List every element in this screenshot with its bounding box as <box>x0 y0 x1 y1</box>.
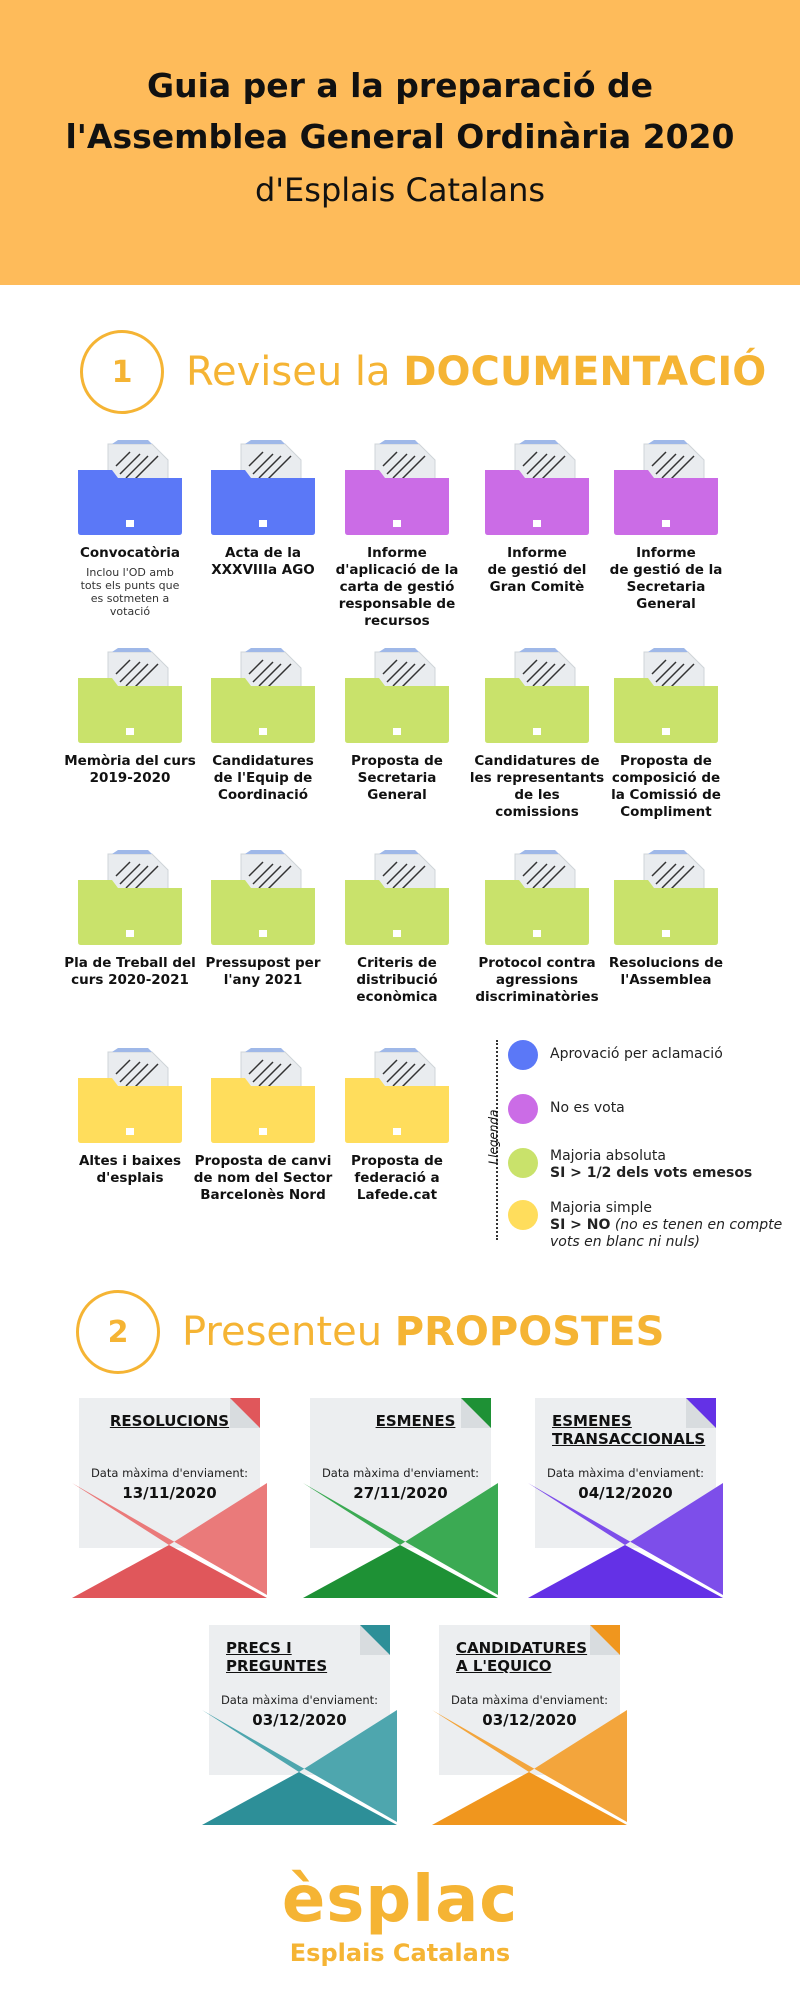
section1-number: 1 <box>80 330 164 414</box>
legend-text: No es vota <box>550 1100 625 1116</box>
document-label: Memòria del curs 2019-2020 <box>64 753 196 786</box>
legend <box>486 1040 796 1250</box>
document-label: Proposta de federació a Lafede.cat <box>351 1153 443 1203</box>
legend-item <box>508 1200 796 1251</box>
legend-color-dot <box>508 1200 538 1230</box>
folder-icon <box>485 850 589 945</box>
folder-icon <box>211 850 315 945</box>
folder-icon <box>614 850 718 945</box>
section2-title-bold: PROPOSTES <box>394 1309 665 1355</box>
document-item <box>60 648 200 787</box>
legend-text: Majoria simple SI > NO (no es tenen en compte vots en blanc ni nuls) <box>550 1200 783 1250</box>
section2-number: 2 <box>76 1290 160 1374</box>
deadline-date: 13/11/2020 <box>122 1484 217 1502</box>
proposal-envelope <box>202 1625 397 1825</box>
document-item <box>327 648 467 804</box>
folder-icon <box>211 1048 315 1143</box>
proposal-title: ESMENES TRANSACCIONALS <box>552 1412 706 1448</box>
document-item <box>193 850 333 989</box>
document-label: Informe d'aplicació de la carta de gestió responsable de recursos <box>335 545 459 629</box>
deadline-date: 27/11/2020 <box>353 1484 448 1502</box>
document-item <box>327 850 467 1006</box>
page-title-line2: l'Assemblea General Ordinària 2020 <box>65 117 735 156</box>
section2-title-light: Presenteu <box>182 1309 395 1355</box>
folder-icon <box>345 440 449 535</box>
legend-item <box>508 1094 625 1124</box>
document-note: Inclou l'OD amb tots els punts que es sotmeten a votació <box>80 566 180 618</box>
document-label: Proposta de Secretaria General <box>351 753 443 803</box>
folder-icon <box>345 850 449 945</box>
document-label: Informe de gestió del Gran Comitè <box>487 545 587 595</box>
esplac-logo <box>0 1865 800 1967</box>
document-item <box>467 648 607 821</box>
legend-text: Majoria absoluta SI > 1/2 dels vots emesos <box>550 1148 753 1181</box>
section1-heading <box>80 330 766 414</box>
document-item <box>467 850 607 1006</box>
folder-icon <box>345 1048 449 1143</box>
folder-icon <box>211 440 315 535</box>
folder-icon <box>211 648 315 743</box>
document-label: Pla de Treball del curs 2020-2021 <box>64 955 196 988</box>
legend-item <box>508 1148 752 1182</box>
proposal-title: RESOLUCIONS <box>109 1412 230 1430</box>
legend-color-dot <box>508 1040 538 1070</box>
proposal-envelope <box>303 1398 498 1598</box>
page-subtitle: d'Esplais Catalans <box>254 171 546 209</box>
document-item <box>467 440 607 596</box>
document-label: Resolucions de l'Assemblea <box>608 955 724 988</box>
document-label: Convocatòria <box>79 545 181 561</box>
section1-title-bold: DOCUMENTACIÓ <box>403 349 767 395</box>
folder-icon <box>614 440 718 535</box>
legend-text: Aprovació per aclamació <box>550 1046 723 1062</box>
document-item <box>596 440 736 613</box>
document-item <box>193 440 333 579</box>
section1-title-light: Reviseu la <box>186 349 404 395</box>
folder-icon <box>78 648 182 743</box>
deadline-label: Data màxima d'enviament: <box>90 1466 249 1480</box>
document-label: Altes i baixes d'esplais <box>78 1153 182 1186</box>
folder-icon <box>485 648 589 743</box>
proposal-title: CANDIDATURES A L'EQUICO <box>456 1639 588 1675</box>
section2-title <box>182 1309 664 1355</box>
document-item <box>193 1048 333 1204</box>
document-label: Proposta de composició de la Comissió de Compliment <box>611 753 721 820</box>
deadline-label: Data màxima d'enviament: <box>220 1693 379 1707</box>
logo-subtitle: Esplais Catalans <box>289 1939 511 1967</box>
proposal-title: PRECS I PREGUNTES <box>226 1639 328 1675</box>
document-label: Acta de la XXXVIIIa AGO <box>211 545 315 578</box>
document-label: Protocol contra agressions discriminatòries <box>475 955 599 1005</box>
document-label: Pressupost per l'any 2021 <box>205 955 321 988</box>
document-item <box>60 850 200 989</box>
document-label: Candidatures de l'Equip de Coordinació <box>212 753 314 803</box>
document-label: Proposta de canvi de nom del Sector Barcelonès Nord <box>193 1153 333 1203</box>
folder-icon <box>485 440 589 535</box>
document-item <box>596 850 736 989</box>
document-item <box>60 440 200 618</box>
folder-icon <box>78 850 182 945</box>
header-banner <box>0 0 800 285</box>
folder-icon <box>78 1048 182 1143</box>
deadline-date: 03/12/2020 <box>482 1711 577 1729</box>
folder-icon <box>78 440 182 535</box>
proposal-title: ESMENES <box>375 1412 456 1430</box>
deadline-label: Data màxima d'enviament: <box>321 1466 480 1480</box>
document-label: Criteris de distribució econòmica <box>356 955 438 1005</box>
deadline-label: Data màxima d'enviament: <box>450 1693 609 1707</box>
document-item <box>327 440 467 630</box>
proposal-envelope <box>528 1398 723 1598</box>
proposal-envelope <box>72 1398 267 1598</box>
legend-item <box>508 1040 723 1070</box>
document-item <box>60 1048 200 1187</box>
folder-icon <box>614 648 718 743</box>
folder-icon <box>345 648 449 743</box>
legend-color-dot <box>508 1148 538 1178</box>
section2-heading <box>76 1290 664 1374</box>
section1-title <box>186 349 766 395</box>
legend-color-dot <box>508 1094 538 1124</box>
legend-title: Llegenda <box>486 1109 501 1165</box>
proposal-envelope <box>432 1625 627 1825</box>
document-item <box>596 648 736 821</box>
logo-brand: èsplac <box>281 1863 519 1937</box>
document-item <box>193 648 333 804</box>
deadline-date: 04/12/2020 <box>578 1484 673 1502</box>
page-title-line1: Guia per a la preparació de <box>147 66 653 105</box>
document-item <box>327 1048 467 1204</box>
deadline-label: Data màxima d'enviament: <box>546 1466 705 1480</box>
deadline-date: 03/12/2020 <box>252 1711 347 1729</box>
document-label: Candidatures de les representants de les comissions <box>469 753 605 820</box>
document-label: Informe de gestió de la Secretaria General <box>609 545 723 612</box>
